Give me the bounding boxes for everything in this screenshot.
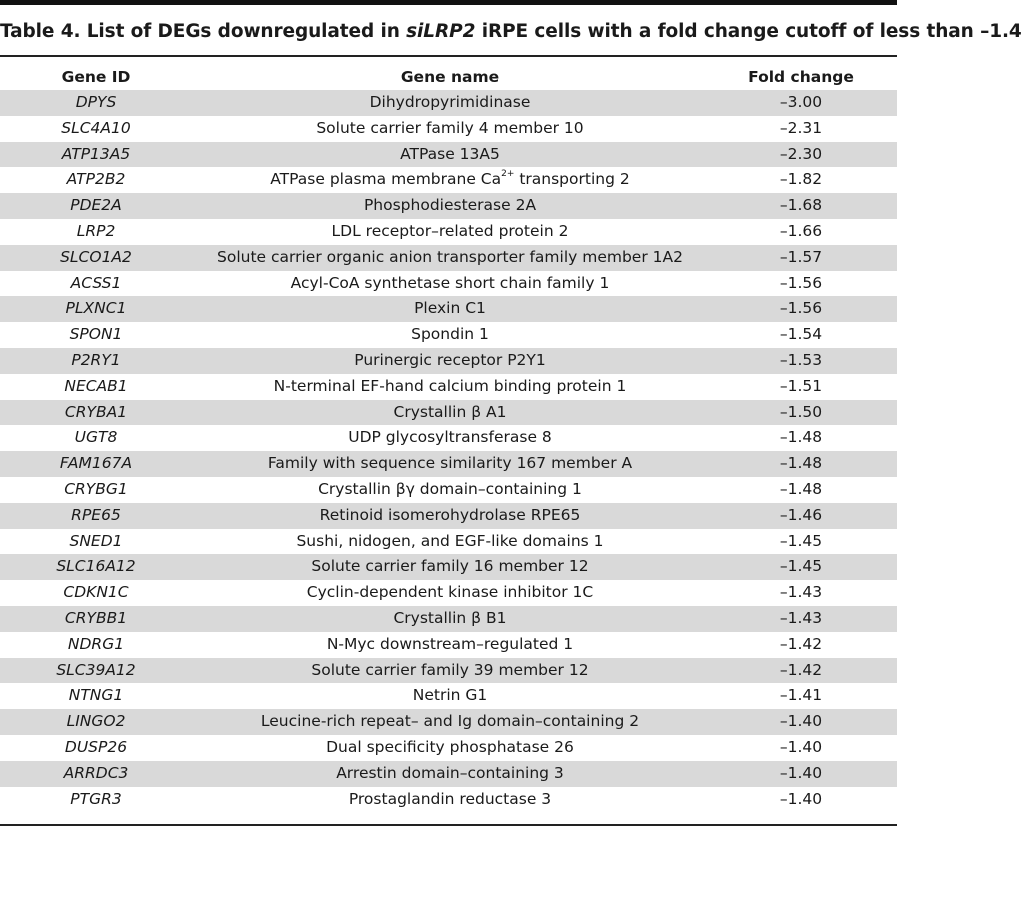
table-title [0, 19, 1022, 45]
gene-id-cell: SLC4A10 [61, 118, 131, 137]
fold-change-cell: –2.30 [779, 144, 823, 163]
table-row [0, 580, 897, 606]
fold-change-cell: –1.42 [779, 660, 823, 679]
gene-name-cell: Leucine-rich repeat– and Ig domain–containing 2 [260, 712, 640, 731]
gene-name-cell: Dihydropyrimidinase [369, 93, 531, 111]
top-border [0, 0, 897, 5]
fold-change-cell: –1.56 [779, 299, 823, 318]
gene-name-cell: Netrin G1 [412, 686, 488, 705]
fold-change-cell: –1.43 [779, 608, 823, 627]
table-title-prefix: Table 4. List of DEGs downregulated in [0, 21, 407, 42]
gene-id-cell: NECAB1 [64, 376, 128, 395]
table-row [0, 477, 897, 503]
gene-id-cell: RPE65 [71, 505, 121, 524]
gene-id-cell: LINGO2 [66, 712, 126, 731]
gene-id-cell: SNED1 [69, 531, 123, 550]
gene-name-cell: Solute carrier family 4 member 10 [316, 118, 584, 137]
fold-change-cell: –1.40 [779, 789, 823, 808]
column-header-fold-change: Fold change [748, 68, 854, 86]
gene-name-cell: Solute carrier family 16 member 12 [311, 557, 589, 576]
fold-change-cell: –1.50 [779, 402, 823, 421]
fold-change-cell: –1.46 [779, 505, 823, 524]
fold-change-cell: –1.48 [779, 428, 823, 447]
gene-id-cell: ARRDC3 [63, 763, 129, 782]
gene-name-cell: N-terminal EF-hand calcium binding protein 1 [273, 376, 627, 395]
fold-change-cell: –1.43 [779, 583, 823, 602]
gene-id-cell: UGT8 [74, 428, 118, 447]
gene-name-cell: Prostaglandin reductase 3 [348, 789, 552, 808]
fold-change-cell: –1.40 [779, 763, 823, 782]
table-row [0, 606, 897, 632]
table-row [0, 425, 897, 451]
gene-id-cell: CRYBB1 [64, 608, 128, 627]
fold-change-cell: –1.53 [779, 350, 823, 369]
table-row [0, 632, 897, 658]
table-row [0, 271, 897, 297]
table-row [0, 374, 897, 400]
gene-id-cell: SLCO1A2 [60, 247, 132, 266]
fold-change-cell: –3.00 [779, 93, 823, 111]
table-title-italic: siLRP2 [406, 21, 476, 42]
column-header-gene-id: Gene ID [61, 68, 131, 86]
gene-name-text-after: transporting 2 [514, 170, 630, 189]
gene-id-cell: SPON1 [69, 325, 123, 344]
header-top-rule [0, 55, 897, 57]
fold-change-cell: –1.40 [779, 737, 823, 756]
gene-id-cell: CRYBA1 [64, 402, 128, 421]
fold-change-cell: –1.41 [779, 686, 823, 705]
fold-change-cell: –1.56 [779, 273, 823, 292]
gene-id-cell: PLXNC1 [65, 299, 127, 318]
fold-change-cell: –1.45 [779, 557, 823, 576]
table-row [0, 167, 897, 193]
gene-name-text: ATPase plasma membrane Ca [270, 170, 502, 189]
fold-change-cell: –1.54 [779, 325, 823, 344]
gene-id-cell: DUSP26 [64, 737, 128, 756]
gene-name-superscript: 2+ [501, 169, 515, 180]
gene-id-cell: SLC39A12 [56, 660, 136, 679]
table-header [0, 64, 897, 90]
gene-name-cell: Solute carrier family 39 member 12 [311, 660, 589, 679]
table-row [0, 142, 897, 168]
gene-id-cell: NDRG1 [67, 634, 125, 653]
fold-change-cell: –1.45 [779, 531, 823, 550]
gene-name-cell: Spondin 1 [411, 325, 489, 344]
table-row [0, 735, 897, 761]
gene-id-cell: CRYBG1 [64, 479, 128, 498]
gene-id-cell: ATP2B2 [66, 170, 126, 189]
gene-name-cell: N-Myc downstream–regulated 1 [326, 634, 574, 653]
table-row [0, 503, 897, 529]
fold-change-cell: –1.40 [779, 712, 823, 731]
gene-name-cell: Cyclin-dependent kinase inhibitor 1C [306, 583, 594, 602]
gene-name-cell: Acyl-CoA synthetase short chain family 1 [290, 273, 610, 292]
table-row [0, 554, 897, 580]
table-row [0, 245, 897, 271]
gene-id-cell: DPYS [75, 93, 117, 111]
table-row [0, 219, 897, 245]
gene-name-cell: UDP glycosyltransferase 8 [348, 428, 552, 447]
gene-name-cell: Crystallin β A1 [393, 402, 507, 421]
fold-change-cell: –1.51 [779, 376, 823, 395]
gene-name-cell [150, 167, 750, 193]
table-row [0, 296, 897, 322]
column-header-gene-name: Gene name [400, 68, 500, 86]
table-row [0, 787, 897, 813]
table-row [0, 761, 897, 787]
fold-change-cell: –1.68 [779, 196, 823, 215]
gene-name-cell: Dual specificity phosphatase 26 [326, 737, 574, 756]
table-row [0, 90, 897, 116]
table-row [0, 400, 897, 426]
gene-id-cell: SLC16A12 [56, 557, 136, 576]
gene-id-cell: NTNG1 [68, 686, 124, 705]
gene-id-cell: P2RY1 [71, 350, 121, 369]
gene-id-cell: ATP13A5 [61, 144, 131, 163]
table-body [0, 90, 897, 812]
gene-name-cell: Plexin C1 [414, 299, 486, 318]
table-row [0, 709, 897, 735]
gene-id-cell: LRP2 [76, 221, 116, 240]
table-row [0, 683, 897, 709]
table-row [0, 322, 897, 348]
gene-name-cell: Sushi, nidogen, and EGF-like domains 1 [296, 531, 604, 550]
gene-name-cell: Arrestin domain–containing 3 [336, 763, 564, 782]
table-row [0, 348, 897, 374]
fold-change-cell: –2.31 [779, 118, 823, 137]
fold-change-cell: –1.42 [779, 634, 823, 653]
table-title-suffix: iRPE cells with a fold change cutoff of less than –1.4 [475, 21, 1022, 42]
gene-name-cell: LDL receptor–related protein 2 [331, 221, 569, 240]
fold-change-cell: –1.48 [779, 454, 823, 473]
table-row [0, 193, 897, 219]
gene-name-cell: Phosphodiesterase 2A [363, 196, 537, 215]
gene-id-cell: PTGR3 [70, 789, 122, 808]
gene-id-cell: ACSS1 [70, 273, 122, 292]
gene-name-cell: ATPase 13A5 [400, 144, 500, 163]
gene-name-cell: Crystallin β B1 [393, 608, 507, 627]
fold-change-cell: –1.82 [779, 170, 823, 189]
gene-id-cell: CDKN1C [63, 583, 129, 602]
table-bottom-rule [0, 824, 897, 826]
table-row [0, 529, 897, 555]
gene-id-cell: FAM167A [59, 454, 133, 473]
gene-name-cell: Crystallin βγ domain–containing 1 [318, 479, 582, 498]
fold-change-cell: –1.48 [779, 479, 823, 498]
gene-name-cell: Family with sequence similarity 167 member A [267, 454, 633, 473]
table-row [0, 451, 897, 477]
gene-id-cell: PDE2A [70, 196, 122, 215]
gene-name-cell: Solute carrier organic anion transporter family member 1A2 [217, 247, 683, 266]
table-row [0, 658, 897, 684]
gene-name-cell: Purinergic receptor P2Y1 [354, 350, 546, 369]
gene-name-cell: Retinoid isomerohydrolase RPE65 [319, 505, 581, 524]
table-row [0, 116, 897, 142]
fold-change-cell: –1.66 [779, 221, 823, 240]
fold-change-cell: –1.57 [779, 247, 823, 266]
